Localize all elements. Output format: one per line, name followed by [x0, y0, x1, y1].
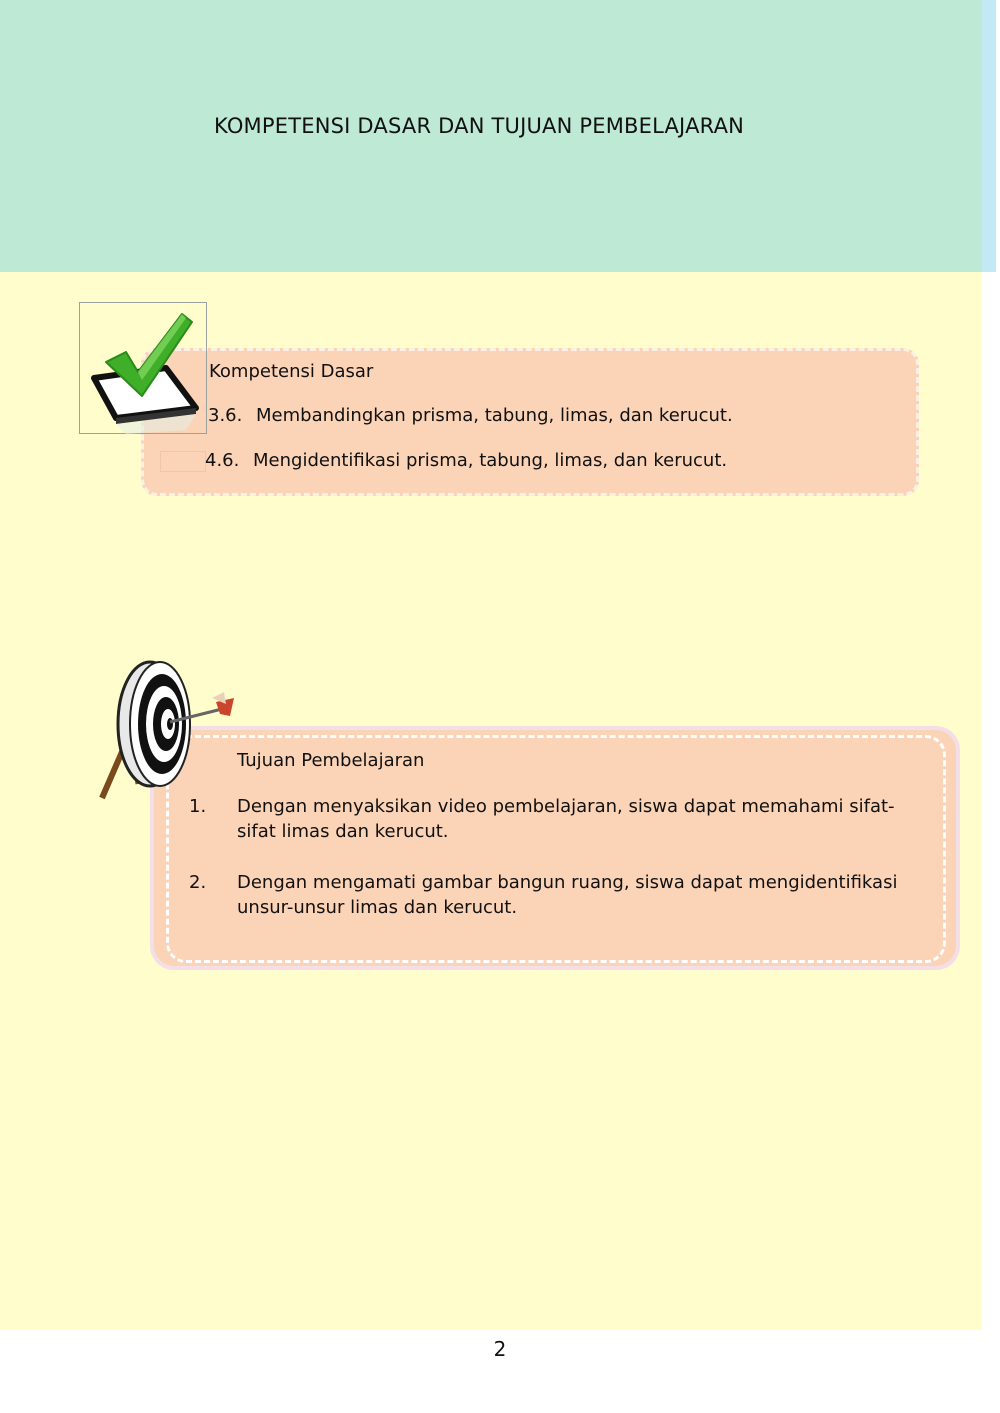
kompetensi-item-text: Membandingkan prisma, tabung, limas, dan kerucut. — [256, 405, 733, 426]
tujuan-item-text: Dengan menyaksikan video pembelajaran, siswa dapat memahami sifat-sifat limas dan kerucut. — [237, 796, 895, 842]
kompetensi-item — [205, 450, 727, 471]
tujuan-item-number: 1. — [189, 796, 207, 817]
target-arrow-icon — [98, 658, 240, 800]
tujuan-item-text: Dengan mengamati gambar bangun ruang, siswa dapat mengidentifikasi unsur-unsur limas dan kerucut. — [237, 872, 898, 918]
kompetensi-item-text: Mengidentifikasi prisma, tabung, limas, dan kerucut. — [253, 450, 728, 471]
kompetensi-item — [208, 405, 733, 426]
kompetensi-item-number: 3.6. — [208, 405, 243, 426]
checkbox-checkmark-icon — [86, 308, 204, 434]
page-title: KOMPETENSI DASAR DAN TUJUAN PEMBELAJARAN — [214, 114, 745, 138]
tujuan-pembelajaran-label: Tujuan Pembelajaran — [237, 750, 425, 771]
kompetensi-dasar-label: Kompetensi Dasar — [209, 361, 374, 382]
tujuan-item-number: 2. — [189, 872, 207, 893]
table-cell-outline — [160, 451, 206, 472]
page-number: 2 — [493, 1337, 507, 1361]
kompetensi-item-number: 4.6. — [205, 450, 240, 471]
header-edge-strip — [982, 0, 996, 272]
